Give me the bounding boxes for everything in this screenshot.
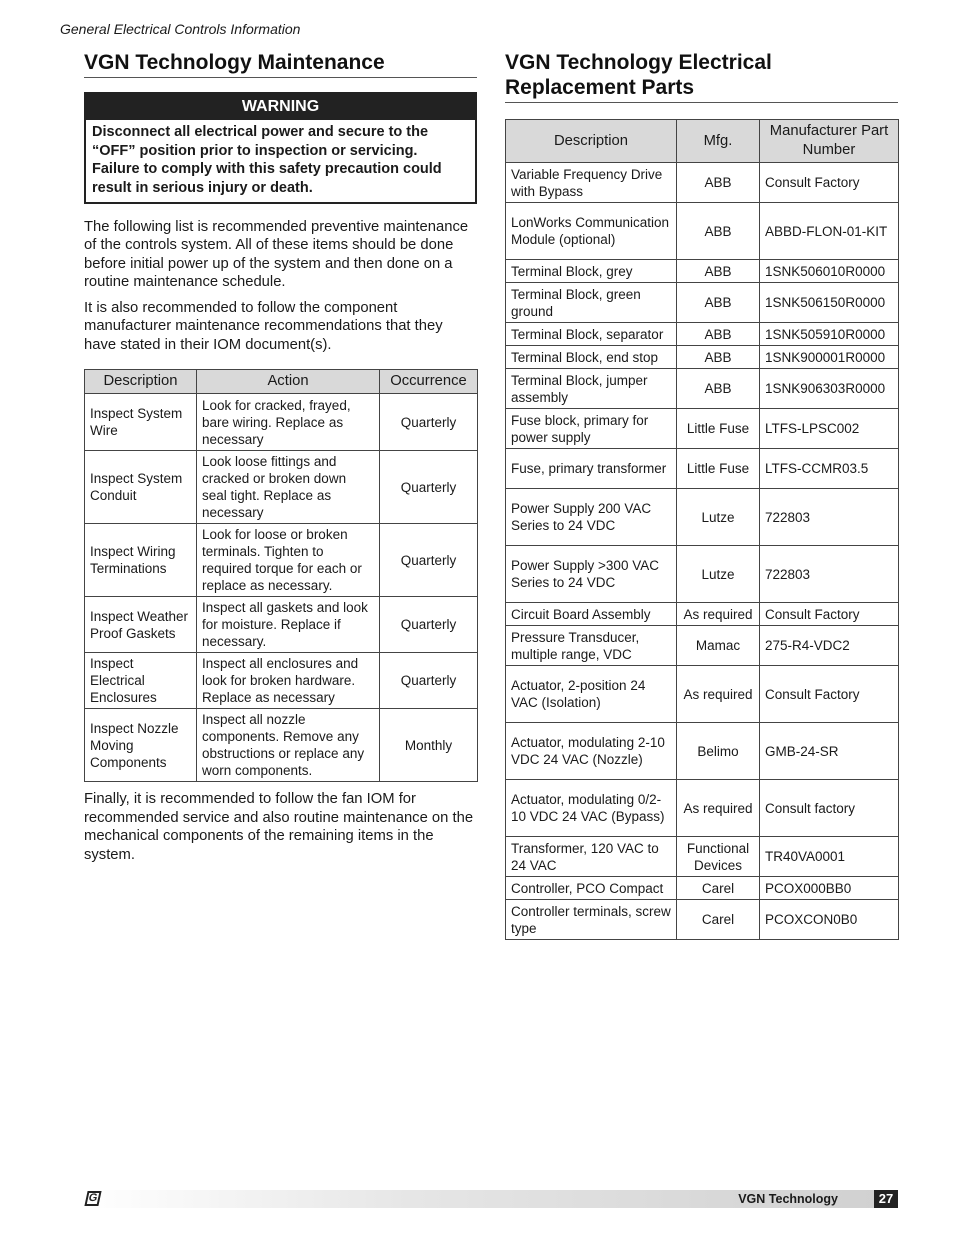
table-row [85,597,478,653]
page-number: 27 [874,1190,898,1208]
maintenance-table [84,369,478,782]
part-description-cell: Terminal Block, jumper assembly [506,369,677,409]
manufacturer-cell: ABB [677,346,760,369]
part-description-cell: LonWorks Communication Module (optional) [506,203,677,260]
part-number-cell: 1SNK506010R0000 [760,260,899,283]
part-description-cell: Terminal Block, green ground [506,283,677,323]
part-number-cell: 1SNK505910R0000 [760,323,899,346]
part-description-cell: Actuator, modulating 0/2-10 VDC 24 VAC (Bypass) [506,780,677,837]
part-description-cell: Actuator, 2-position 24 VAC (Isolation) [506,666,677,723]
part-description-cell: Terminal Block, grey [506,260,677,283]
part-description-cell: Controller, PCO Compact [506,877,677,900]
occurrence-cell: Quarterly [380,451,478,524]
table-header-row [506,120,899,163]
parts-title: VGN Technology Electrical Replacement Parts [505,50,898,103]
description-cell: Inspect System Conduit [85,451,197,524]
manufacturer-cell: ABB [677,369,760,409]
part-description-cell: Power Supply 200 VAC Series to 24 VDC [506,489,677,546]
manufacturer-cell: Belimo [677,723,760,780]
description-cell: Inspect Nozzle Moving Components [85,709,197,782]
table-row [506,626,899,666]
manufacturer-cell: As required [677,780,760,837]
action-cell: Inspect all enclosures and look for broken hardware. Replace as necessary [197,653,380,709]
part-description-cell: Terminal Block, end stop [506,346,677,369]
part-number-cell: Consult factory [760,780,899,837]
warning-text: Disconnect all electrical power and secure to the “OFF” position prior to inspection or servicing. Failure to comply with this safety precaution could result in serious injury or death. [92,124,442,197]
column-header: Description [85,370,197,394]
manufacturer-cell: Carel [677,877,760,900]
running-header: General Electrical Controls Information [60,21,301,37]
part-description-cell: Pressure Transducer, multiple range, VDC [506,626,677,666]
part-number-cell: 1SNK906303R0000 [760,369,899,409]
table-row [506,260,899,283]
action-cell: Inspect all gaskets and look for moisture. Replace if necessary. [197,597,380,653]
part-description-cell: Terminal Block, separator [506,323,677,346]
manufacturer-cell: ABB [677,283,760,323]
part-description-cell: Actuator, modulating 2-10 VDC 24 VAC (Nozzle) [506,723,677,780]
part-number-cell: Consult Factory [760,163,899,203]
footer-label: VGN Technology [738,1192,838,1206]
table-row [85,709,478,782]
part-number-cell: ABBD-FLON-01-KIT [760,203,899,260]
column-header: Mfg. [677,120,760,163]
parts-table [505,119,899,940]
part-number-cell: PCOX000BB0 [760,877,899,900]
action-cell: Look loose fittings and cracked or broken down seal tight. Replace as necessary [197,451,380,524]
part-number-cell: GMB-24-SR [760,723,899,780]
table-row [506,546,899,603]
occurrence-cell: Monthly [380,709,478,782]
table-row [506,877,899,900]
maintenance-intro-paragraph: The following list is recommended preventive maintenance of the controls system. All of these items should be done before initial power up of the system and then done on a routine maintenance schedule. [84,218,469,291]
table-row [85,394,478,451]
occurrence-cell: Quarterly [380,653,478,709]
manufacturer-cell: Functional Devices [677,837,760,877]
manufacturer-recommendation-paragraph: It is also recommended to follow the component manufacturer maintenance recommendations that they have stated in their IOM document(s). [84,299,443,353]
manufacturer-cell: Lutze [677,489,760,546]
part-number-cell: 722803 [760,489,899,546]
part-description-cell: Transformer, 120 VAC to 24 VAC [506,837,677,877]
part-number-cell: PCOXCON0B0 [760,900,899,940]
part-number-cell: 275-R4-VDC2 [760,626,899,666]
table-row [506,837,899,877]
column-header: Occurrence [380,370,478,394]
table-row [506,900,899,940]
manufacturer-cell: Mamac [677,626,760,666]
action-cell: Look for cracked, frayed, bare wiring. Replace as necessary [197,394,380,451]
table-row [506,780,899,837]
occurrence-cell: Quarterly [380,524,478,597]
part-number-cell: LTFS-CCMR03.5 [760,449,899,489]
manufacturer-cell: As required [677,603,760,626]
manufacturer-cell: Little Fuse [677,409,760,449]
maintenance-title: VGN Technology Maintenance [84,50,477,78]
manufacturer-cell: ABB [677,203,760,260]
warning-box [84,92,477,204]
table-row [506,163,899,203]
part-description-cell: Controller terminals, screw type [506,900,677,940]
manufacturer-cell: ABB [677,323,760,346]
table-row [506,346,899,369]
manufacturer-cell: Carel [677,900,760,940]
company-logo-icon: G [84,1191,101,1206]
table-row [85,524,478,597]
manufacturer-cell: As required [677,666,760,723]
part-description-cell: Variable Frequency Drive with Bypass [506,163,677,203]
table-row [506,203,899,260]
warning-label: WARNING [86,94,475,120]
table-row [506,489,899,546]
manufacturer-cell: ABB [677,163,760,203]
manufacturer-cell: ABB [677,260,760,283]
part-number-cell: 1SNK900001R0000 [760,346,899,369]
table-row [506,449,899,489]
action-cell: Inspect all nozzle components. Remove any obstructions or replace any worn components. [197,709,380,782]
table-row [506,409,899,449]
description-cell: Inspect Electrical Enclosures [85,653,197,709]
action-cell: Look for loose or broken terminals. Tighten to required torque for each or replace as necessary. [197,524,380,597]
description-cell: Inspect System Wire [85,394,197,451]
manufacturer-cell: Lutze [677,546,760,603]
part-description-cell: Fuse, primary transformer [506,449,677,489]
description-cell: Inspect Weather Proof Gaskets [85,597,197,653]
part-number-cell: 1SNK506150R0000 [760,283,899,323]
table-row [506,723,899,780]
table-row [506,603,899,626]
column-header: Description [506,120,677,163]
occurrence-cell: Quarterly [380,394,478,451]
part-description-cell: Fuse block, primary for power supply [506,409,677,449]
part-number-cell: TR40VA0001 [760,837,899,877]
part-number-cell: Consult Factory [760,603,899,626]
description-cell: Inspect Wiring Terminations [85,524,197,597]
part-description-cell: Power Supply >300 VAC Series to 24 VDC [506,546,677,603]
table-row [506,666,899,723]
column-header: Action [197,370,380,394]
table-row [85,653,478,709]
part-description-cell: Circuit Board Assembly [506,603,677,626]
closing-paragraph: Finally, it is recommended to follow the fan IOM for recommended service and also routine maintenance on the mechanical components of the remaining items in the system. [84,791,474,863]
table-row [85,451,478,524]
table-header-row [85,370,478,394]
occurrence-cell: Quarterly [380,597,478,653]
table-row [506,283,899,323]
table-row [506,323,899,346]
column-header: Manufacturer Part Number [760,120,899,163]
part-number-cell: LTFS-LPSC002 [760,409,899,449]
maintenance-section [84,50,477,864]
manufacturer-cell: Little Fuse [677,449,760,489]
part-number-cell: 722803 [760,546,899,603]
part-number-cell: Consult Factory [760,666,899,723]
parts-section [505,50,898,940]
table-row [506,369,899,409]
